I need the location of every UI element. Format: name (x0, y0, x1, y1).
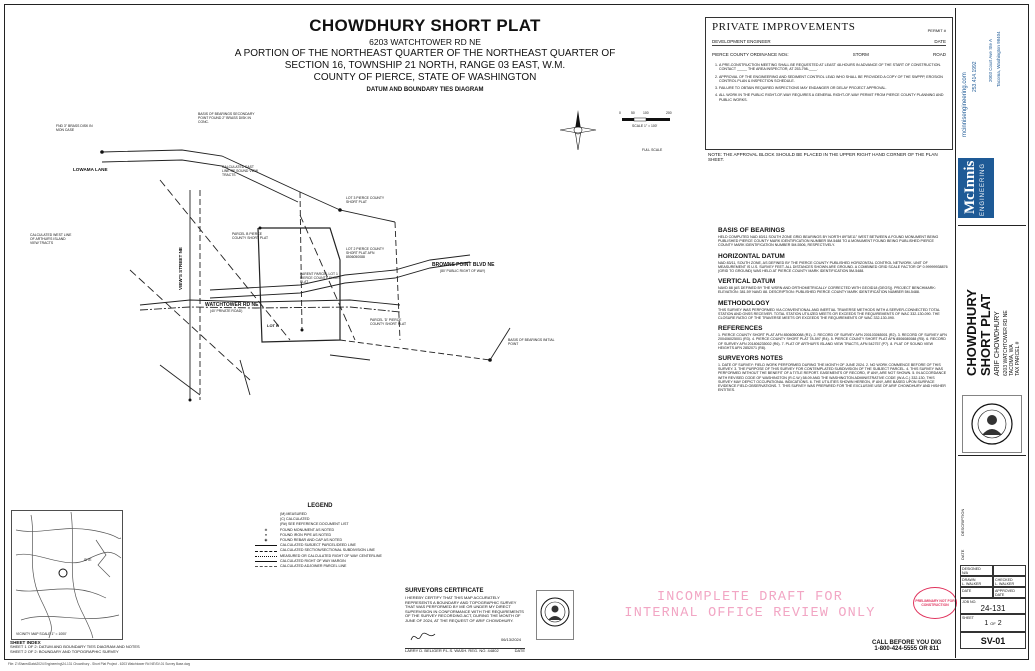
map-label-7: BASIS OF BEARINGS INITIAL POINT (508, 338, 555, 346)
scale-tick-50: 50 (631, 111, 635, 115)
firm-name: McInnis (962, 160, 978, 214)
ordinance-row: PIERCE COUNTY ORDINANCE NOs: STORM ROAD (712, 52, 946, 57)
project-title (958, 225, 1026, 391)
approval-note: NOTE: THE APPROVAL BLOCK SHOULD BE PLACED IN THE UPPER RIGHT HAND CORNER OF THE PLAN SHEET. (708, 152, 938, 163)
legend-item: CALCULATED SUBJECT PARCEL/DEED LINE (255, 543, 385, 548)
vicinity-map (11, 510, 123, 640)
call-line-1: CALL BEFORE YOU DIG (872, 640, 942, 646)
firm-address-1: 2003 Court Ave Ste A (988, 39, 993, 82)
job-label: JOB NO. (962, 600, 977, 604)
permit-label: PERMIT # (927, 28, 946, 33)
section-line-1 (300, 192, 302, 330)
map-label-6: PARCEL 'D' PIERCE COUNTY SHORT PLAT (370, 318, 407, 326)
legend-item: (R#) SEE REFERENCE DOCUMENT LIST (280, 522, 349, 527)
scale-full: FULL SCALE (642, 148, 663, 152)
designed-value: N/A (962, 571, 968, 575)
vicinity-site-label: SITE (84, 558, 92, 562)
certificate-date: 06/13/2024 (500, 636, 521, 642)
signature-line (405, 628, 525, 649)
road-label-watchtower: WATCHTOWER RD NE (205, 302, 259, 308)
revision-date-label: DATE (960, 549, 965, 560)
map-label-4: LOT 2 PIERCE COUNTY SHORT PLAT AFN 8506050088 (346, 247, 385, 259)
road-label-views-street: VIEW'S STREET NE (178, 247, 183, 290)
checked-value: L. WALKER (995, 582, 1015, 586)
surveyor-seal-icon (536, 590, 574, 640)
surveyor-certificate (405, 588, 525, 653)
initial-point-leader (490, 328, 510, 360)
private-improvements-heading: PRIVATE IMPROVEMENTS (712, 21, 856, 33)
firm-logo (958, 158, 994, 218)
map-label-0: BASIS OF BEARINGS SECONDARY POINT FOUND 2" BRASS DISK IN CONC. (198, 112, 255, 124)
monument-point (488, 358, 492, 362)
approved-label: APPROVED (995, 589, 1015, 593)
certificate-signer: LARRY D. BELIGER P.L.S. WASH. REG. NO. 44802 (405, 647, 499, 653)
notes-heading: VERTICAL DATUM (718, 278, 776, 286)
plat-title: CHOWDHURY SHORT PLAT (309, 16, 541, 35)
file-path-footer: File: Z:\SharedData\2024 Engineering\24-131 Chowdhury - Short Plat Project - 6203 Watchtower Rd NE\SV-01 Survey Base.dwg (8, 662, 191, 666)
monument-point (189, 399, 192, 402)
map-label-5: PARENT PARCEL LOT 1 PIERCE COUNTY SHORT PLAT (300, 272, 341, 284)
approved-value: DATE (995, 593, 1005, 597)
legend-item: (C) CALCULATED (280, 517, 310, 522)
drawn-value: L. WALKER (962, 582, 982, 586)
legal-line-3: COUNTY OF PIERCE, STATE OF WASHINGTON (313, 72, 537, 83)
scale-tick-100: 100 (643, 111, 649, 115)
legal-line-1: A PORTION OF THE NORTHEAST QUARTER OF THE NORTHEAST QUARTER OF (234, 48, 616, 59)
project-owner: ARIF CHOWDHURY (994, 311, 1001, 376)
legend-item: CALCULATED SECTION/SECTIONAL SUBDIVISION LINE (255, 548, 385, 553)
map-label-3: LOT 3 PIERCE COUNTY SHORT PLAT (346, 196, 385, 204)
drawn-label: DRAWN (962, 578, 976, 582)
road-label-lowama: LOWAMA LANE (73, 167, 108, 172)
pi-item: 2. APPROVAL OF THE ENGINEERING AND SEDIMENT CONTROL LEAD WHO SHALL BE PROVIDED A COPY OF THE SWPPP, EROSION CONTROL PLAN & INSPECTION SCHEDULE. (719, 75, 946, 84)
draft-watermark: INCOMPLETE DRAFT FOR INTERNAL OFFICE REVIEW ONLY (624, 590, 876, 621)
monument-point (259, 227, 262, 230)
firm-phone: 253.414.1992 (972, 61, 978, 92)
job-number: 24-131 (980, 604, 1006, 613)
private-improvements-box (705, 17, 953, 150)
sheet-index-heading: SHEET INDEX (10, 640, 41, 645)
project-address: 6203 WATCHTOWER RD NE (1003, 310, 1009, 376)
notes-heading: BASIS OF BEARINGS (718, 227, 785, 234)
sheet-index-item: SHEET 1 OF 2: DATUM AND BOUNDARY TIES DIAGRAM AND NOTES (10, 644, 140, 649)
notes-text: HELD COMPUTED NAD 83/11 SOUTH ZONE GRID BEARINGS BY NORTH 89°58'11" WEST BETWEEN A FOUND MONUMENT BEING PUBLISHED PIERCE COUNTY MARK IDENTIFICATION NUMBER 5M-5488 TO A MONUMENT FOUND BEING PUBLISHED PIERCE COUNTY MARK IDENTIFICATION NUMBER 5M-5506, RESPECTIVELY. (718, 235, 939, 248)
checked-label: CHECKED (995, 578, 1013, 582)
survey-map (40, 110, 580, 510)
firm-website: mcinnisengineering.com (962, 72, 968, 137)
notes-text: 1. DATE OF SURVEY: FIELD WORK PERFORMED DURING THE MONTH OF JUNE 2024. 2. NO WORK COMMENCE BEFORE OF THIS SURVEY. 3. THE PURPOSE OF THIS SURVEY FOR CONTEMPLATED SUBDIVISION OF THE SUBJECT PARCEL. 4. THIS SURVEY WAS PERFORMED WITHOUT THE BENEFIT OF A TITLE REPORT. EASEMENTS OF RECORD, IF ANY, ARE NOT SHOWN. 5. IN ACCORDANCE WITH REVISED CODE OF WASHINGTON (R.C.W.) 58.09 AND THE WASHINGTON ADMINISTRATIVE CODE (W.A.C.) 332-130, THIS SURVEY MAY DEPICT OCCUPATIONAL INDICATIONS. 6. THE UTILITIES SHOWN HEREON, IF ANY, ARE BASED UPON SURFACE EVIDENCE FIELD OBSERVATIONS. 7. THIS SURVEY WAS PREPARED FOR THE EXCLUSIVE USE OF ARIF CHOWDHURY AND HIS/HER ENTITIES. (718, 363, 947, 393)
survey-notes (718, 222, 948, 392)
monument-point (100, 150, 104, 154)
vicinity-map-scale: VICINITY MAP SCALE 1" = 1000' (16, 632, 67, 636)
revisions-block (958, 455, 1026, 564)
scale-bar (622, 118, 670, 121)
road-sub-watchtower: (40' PRIVATE ROAD) (210, 309, 243, 313)
legend (255, 503, 385, 569)
legend-item: (M) MEASURED (280, 512, 307, 516)
title-seal-icon (962, 395, 1022, 453)
scale-tick-0: 0 (619, 111, 621, 115)
watchtower-rd (140, 300, 400, 305)
scale-tick-200: 200 (666, 111, 672, 115)
title-block-table: DESIGNED N/A DRAWN L. WALKER CHECKED L. WALKER DATE APPROVED DATE JOB NO. 24-131 SHEET 1 OF 2 SV-01 (960, 565, 1026, 649)
map-label-2: PARCEL B PIERCE COUNTY SHORT PLAT (232, 232, 269, 240)
legend-title: LEGEND (307, 503, 333, 509)
private-improvements-list (712, 63, 946, 102)
pi-item: 3. FAILURE TO OBTAIN REQUIRED INSPECTIONS MAY ENDANGER OR DELAY PROJECT APPROVAL. (719, 86, 946, 90)
west-leader (160, 365, 200, 395)
designed-label: DESIGNED (962, 567, 981, 571)
firm-address-2: Tacoma, Washington 98404 (996, 31, 1001, 87)
sheet-total: 2 (997, 620, 1002, 627)
notes-text: NAD 83/11, SOUTH ZONE, AS DEFINED BY THE PIERCE COUNTY PUBLISHED HORIZONTAL CONTROL NETWORK. UNIT OF MEASUREMENT IS U.S. SURVEY FEET. ALL DISTANCES SHOWN ARE GROUND. A COMBINED GRID SCALE FACTOR OF 0.99999938876 (GRID TO GROUND) WAS HELD AT PIERCE COUNTY MARK IDENTIFICATION 5M-5488. (718, 260, 948, 274)
sheet-number: 1 (984, 620, 989, 627)
lot-label: LOT B (267, 323, 279, 328)
rebar-icon: ◉ (264, 538, 268, 543)
certificate-heading: SURVEYORS CERTIFICATE (405, 588, 484, 594)
sheet-id: SV-01 (960, 632, 1026, 649)
sheet-index-item: SHEET 2 OF 2: BOUNDARY AND TOPOGRAPHIC SURVEY (10, 648, 119, 654)
legal-line-2: SECTION 16, TOWNSHIP 21 NORTH, RANGE 03 EAST, W.M. (284, 60, 566, 71)
east-leader (330, 355, 370, 360)
sheet-label: SHEET (962, 616, 974, 620)
notes-text: NAVD 88 (AS DEFINED BY THE WSRN AND ORTHOMETRICALLY CORRECTED WITH GEOID18 (DEGS)). PROJECT BENCHMARK: ELEVATION: 381.59' NAVD 88. DESCRIPTION: PUBLISHED PIERCE COUNTY MARK IDENTIFICATION NUMBER 5M-5488. (718, 286, 936, 295)
pi-item: 4. ALL WORK IN THE PUBLIC RIGHT-OF-WAY REQUIRES A GENERAL RIGHT-OF-WAY PERMIT FROM PIERCE COUNTY PLANNING AND PUBLIC WORKS. (719, 93, 946, 102)
legend-item: ◉ FOUND REBAR AND CAP AS NOTED (255, 538, 385, 543)
project-name-1: CHOWDHURY (964, 289, 979, 376)
notes-heading: METHODOLOGY (718, 299, 770, 307)
map-label-9: CALCULATED EAST LINE OF SOUND VIEW TRACTS (222, 165, 258, 177)
map-label-8: CALCULATED WEST LINE OF ARTHUR'S ISLAND VIEW TRACTS (30, 233, 72, 245)
preliminary-stamp: PRELIMINARY NOT FOR CONSTRUCTION (913, 587, 957, 619)
firm-contact (960, 12, 1024, 152)
call-line-2: 1-800-424-5555 OR 811 (874, 646, 940, 652)
south-leader (240, 360, 250, 395)
notes-heading: HORIZONTAL DATUM (718, 252, 785, 260)
notes-text: THIS SURVEY WAS PERFORMED VIA CONVENTIONAL AND INERTIAL TRAVERSE METHODS WITH A SERVER-CONNECTED TOTAL STATION AND GNSS RECEIVER. TOTAL STATION UTILIZED MEETS OR EXCEEDS THE REQUIREMENTS OF WAC 332-130-090. THE CLOSURE RATIO OF THE TRAVERSE MEETS OR EXCEEDS THE REQUIREMENTS OF WAC 332-130-090. (718, 307, 940, 321)
monument-point (301, 329, 304, 332)
tie-to-initial-point (340, 340, 490, 360)
firm-sub: ENGINEERING (980, 162, 986, 216)
project-parcel: TAX PARCEL # (1015, 341, 1021, 376)
monument-icon: ⊕ (264, 527, 268, 532)
date-label: DATE (962, 589, 972, 593)
pipe-icon: ● (264, 532, 268, 537)
watchtower-centerline (140, 307, 400, 312)
notes-heading: SURVEYORS NOTES (718, 355, 783, 363)
dev-engineer-row: DEVELOPMENT ENGINEER DATE (712, 39, 946, 44)
notes-text: 1. PIERCE COUNTY SHORT PLAT AFN 8506050088 (R1). 2. RECORD OF SURVEY AFN 200103065001 (R2). 3. RECORD OF SURVEY AFN 200406025001 (R3). 4. PIERCE COUNTY SHORT PLAT 78-597 (R4). 5. PIERCE COUNTY SHORT PLAT AFN 8506080088 (R5). 6. RECORD OF SURVEY AFN 201806235002 (R6). 7. PLAT OF ARTHUR'S ISLAND VIEW TRACTS, AFN 542757 (P7). 8. PLAT OF SOUND VIEW HEIGHTS AFN 2852071 (R8). (718, 333, 947, 350)
certificate-text: I HEREBY CERTIFY THAT THIS MAP ACCURATELY REPRESENTS A BOUNDARY AND TOPOGRAPHIC SURVEY THAT WAS PERFORMED BY ME OR UNDER MY DIRECT SUPERVISION IN CONFORMANCE WITH THE REQUIREMENTS OF THE SURVEY RECORDING ACT, DURING THE MONTH OF JUNE OF 2024, AT THE REQUEST OF ARIF CHOWDHURY. (405, 595, 524, 623)
pi-item: 1. A PRE-CONSTRUCTION MEETING SHALL BE REQUESTED AT LEAST 48-HOURS IN ADVANCE OF THE START OF CONSTRUCTION. CONTACT _____ THE AREA INSPECTOR, AT 253-798-____. (719, 63, 946, 72)
legend-item: ⊕ FOUND MONUMENT AS NOTED (255, 528, 385, 533)
notes-heading: REFERENCES (718, 325, 763, 333)
diagram-title: DATUM AND BOUNDARY TIES DIAGRAM (366, 87, 484, 93)
legend-item: ● FOUND IRON PIPE AS NOTED (255, 533, 385, 538)
certificate-date-label: DATE (514, 647, 525, 653)
road-label-browns-point: BROWNS POINT BLVD NE (432, 262, 495, 268)
description-label: DESCRIPTION (960, 508, 965, 536)
legend-item: CALCULATED ADJOINER PARCEL LINE (255, 564, 385, 569)
road-sub-browns-point: (80' PUBLIC RIGHT OF WAY) (440, 269, 486, 273)
legend-item: MEASURED OR CALCULATED RIGHT OF WAY CENTERLINE (255, 554, 385, 559)
legend-item: CALCULATED RIGHT OF WAY MARGIN (255, 559, 385, 564)
project-name-2: SHORT PLAT (978, 293, 993, 376)
plat-address: 6203 WATCHTOWER RD NE (369, 37, 481, 47)
monument-point (338, 208, 342, 212)
scale-ratio: SCALE 1" = 100' (632, 124, 658, 128)
call-before-you-dig (872, 640, 941, 652)
signature (409, 630, 437, 644)
plat-title-block (200, 16, 650, 93)
project-city: TACOMA, WA (1009, 344, 1015, 376)
sheet-index (10, 640, 160, 654)
map-label-1: FND 3" BRASS DISK IN MON CASE (56, 124, 93, 132)
